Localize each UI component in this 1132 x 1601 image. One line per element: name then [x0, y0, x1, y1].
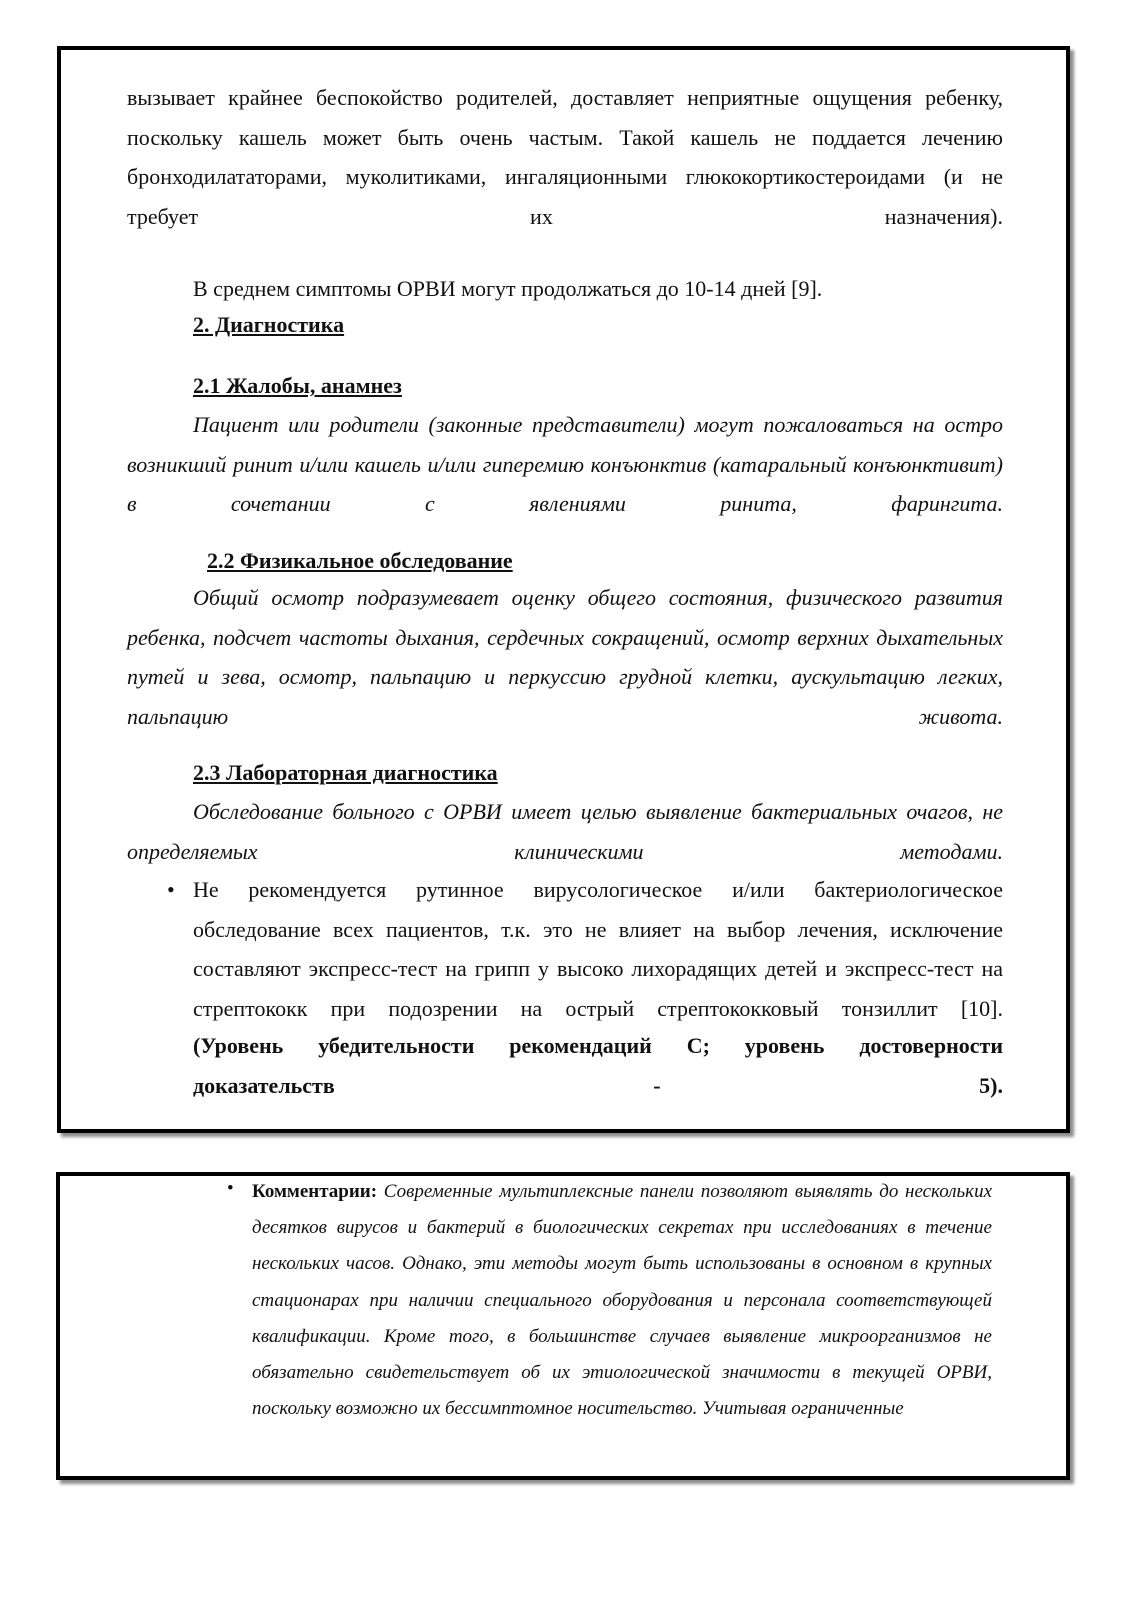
- section-2-2-text: Общий осмотр подразумевает оценку общего состояния, физического развития ребенка, подсчет частоты дыхания, сердечных сокращений, осмотр верхних дыхательных путей и зева, осмотр, пальпацию и перкуссию грудной клетки, аускультацию легких, пальпацию живота.: [127, 585, 1003, 730]
- comment-paragraph: [252, 1174, 992, 1427]
- duration-sentence: В среднем симптомы ОРВИ могут продолжаться до 10-14 дней [9].: [193, 276, 823, 301]
- comment-label: Комментарии:: [252, 1181, 378, 1202]
- bullet-marker: •: [167, 877, 175, 902]
- section-2-3-text: Обследование больного с ОРВИ имеет целью выявление бактериальных очагов, не определяемых клиническими методами.: [127, 799, 1003, 864]
- section-2-1-heading: 2.1 Жалобы, анамнез: [193, 373, 402, 398]
- section-2-heading: 2. Диагностика: [193, 312, 345, 337]
- document-page-1: [57, 46, 1070, 1133]
- intro-paragraph: вызывает крайнее беспокойство родителей, доставляет неприятные ощущения ребенку, поскольку кашель может быть очень частым. Такой кашель не поддается лечению бронходилататорами, муколитиками, ингаляционными глюкокортикостероидами (и не требует их назначения).: [127, 85, 1003, 230]
- section-2-2-heading: 2.2 Физикальное обследование: [207, 548, 513, 573]
- section-2-3-heading: 2.3 Лабораторная диагностика: [193, 760, 498, 785]
- evidence-level-text: (Уровень убедительности рекомендаций С; уровень достоверности доказательств - 5).: [193, 1033, 1003, 1098]
- document-page-2: [56, 1172, 1070, 1480]
- comment-text: Современные мультиплексные панели позволяют выявлять до нескольких десятков вирусов и бактерий в биологических секретах при исследованиях в течение нескольких часов. Однако, эти методы могут быть использованы в основном в крупных стационарах при наличии специального оборудования и персонала соответствующей квалификации. Кроме того, в большинстве случаев выявление микроорганизмов не обязательно свидетельствует об их этиологической значимости в текущей ОРВИ, поскольку возможно их бессимптомное носительство. Учитывая ограниченные: [252, 1181, 993, 1420]
- bullet-marker-comment: •: [227, 1178, 234, 1199]
- recommendation-bullet-text: Не рекомендуется рутинное вирусологическое и/или бактериологическое обследование всех пациентов, т.к. это не влияет на выбор лечения, исключение составляют экспресс-тест на грипп у высоко лихорадящих детей и экспресс-тест на стрептококк при подозрении на острый стрептококковый тонзиллит [10].: [193, 877, 1003, 1022]
- section-2-1-text: Пациент или родители (законные представители) могут пожаловаться на остро возникший ринит и/или кашель и/или гиперемию конъюнктив (катаральный конъюнктивит) в сочетании с явлениями ринита, фарингита.: [127, 412, 1003, 517]
